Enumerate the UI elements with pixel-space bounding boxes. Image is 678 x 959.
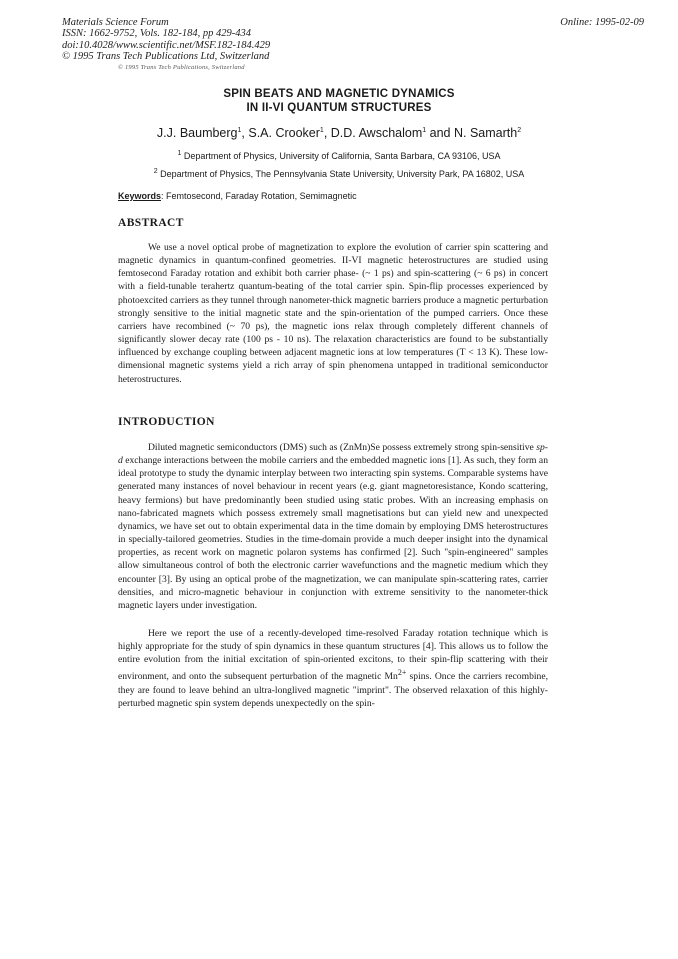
author-separator: , xyxy=(323,126,331,140)
online-date: Online: 1995-02-09 xyxy=(560,17,644,28)
author-affiliation-mark: 1 xyxy=(237,126,242,134)
introduction-paragraph-2-text xyxy=(118,627,548,710)
author-affiliation-mark: 1 xyxy=(422,126,427,134)
keywords-line xyxy=(118,191,357,201)
intro-p2-text-b: spins. Once the carriers recombine, they are found to leave behind an ultra-longlived magnetic "imprint". The observed relaxation of this highly-perturbed magnetic spin system depends unexpectedly on the spin- xyxy=(118,671,548,709)
author-name: S.A. Crooker xyxy=(248,126,320,140)
introduction-paragraph-1 xyxy=(118,441,548,612)
author-affiliation-mark: 2 xyxy=(517,126,522,134)
affiliation-2 xyxy=(0,169,678,179)
author-separator: and xyxy=(426,126,454,140)
author-name: J.J. Baumberg xyxy=(156,126,238,140)
introduction-heading: INTRODUCTION xyxy=(118,416,215,428)
author-list xyxy=(0,126,678,140)
abstract-body xyxy=(118,241,548,386)
intro-p1-text-b: exchange interactions between the mobile carriers and the embedded magnetic ions [1]. As such, they form an ideal prototype to study the dynamic interplay between two interacting spin systems. Comparable systems have generated many instances of novel behaviour in recent years (e.g. giant magnetoresistance, Kondo scattering, heavy fermions) but have predominantly been studied using static probes. With an increasing emphasis on nano-fabricated magnets which possess extremely small magnetisations but can yield new and unexpected dynamics, we have set out to obtain experimental data in the time domain by employing DMS heterostructures in specially-tailored geometries. Studies in the time-domain provide a much deeper insight into the dynamical properties, as recent work on magnetic polaron systems has confirmed [2]. Such "spin-engineered" samples allow simultaneous control of both the electronic carrier wavefunctions and the magnetic medium which they encounter [3]. By using an optical probe of the magnetization, we can manipulate spin-scattering rates, carrier densities, and micro-magnetic behaviour in conjunction with extreme sensitivity to the nanometer-thick magnetic layers under investigation. xyxy=(118,455,548,611)
affiliation-text: Department of Physics, University of California, Santa Barbara, CA 93106, USA xyxy=(183,151,501,161)
issn-line: ISSN: 1662-9752, Vols. 182-184, pp 429-434 xyxy=(62,28,251,40)
author-name: N. Samarth xyxy=(453,126,518,140)
affiliation-mark: 1 xyxy=(177,150,182,157)
affiliation-mark: 2 xyxy=(153,168,158,175)
affiliation-text: Department of Physics, The Pennsylvania State University, University Park, PA 16802, USA xyxy=(160,169,525,179)
paper-title xyxy=(0,87,678,115)
doi-line: doi:10.4028/www.scientific.net/MSF.182-184.429 xyxy=(62,39,271,51)
publication-metadata xyxy=(62,17,270,63)
title-line-1: SPIN BEATS AND MAGNETIC DYNAMICS xyxy=(223,88,455,100)
intro-p1-italic: sp-d xyxy=(118,442,548,467)
author-name: D.D. Awschalom xyxy=(330,126,423,140)
journal-name: Materials Science Forum xyxy=(62,17,169,28)
keywords-label: Keywords xyxy=(118,191,162,201)
abstract-paragraph: We use a novel optical probe of magnetization to explore the evolution of carrier spin scattering and magnetic dynamics in quantum-confined geometries. II-VI magnetic heterostructures are studied using femtosecond Faraday rotation and exhibit both carrier phase- (~ 1 ps) and spin-scattering (~ 6 ps) in concert with a field-tunable terahertz quantum-beating of the total carrier spin. Spin-flip processes experienced by photoexcited carriers as they tunnel through nanometer-thick magnetic barriers produce a magnetic perturbation strongly sensitive to the initial magnetic state and the spin-orientation of the pumped carriers. Once these carriers have recombined (~ 70 ps), the magnetic ions relax through completely different channels of significantly slower decay rate (100 ps - 10 ns). The relaxation characteristics are found to be substantially influenced by exchange coupling between adjacent magnetic ions at low temperatures (T < 13 K). These low-dimensional magnetic systems yield a rich array of spin phenomena untapped in traditional semiconductor heterostructures. xyxy=(118,242,548,385)
author-separator: , xyxy=(241,126,249,140)
intro-p2-text-a: Here we report the use of a recently-developed time-resolved Faraday rotation technique which is highly appropriate for the study of spin dynamics in these quantum structures [4]. This allows us to follow the entire evolution from the initial excitation of spin-oriented excitons, to their spin-flip scattering with their environment, and onto the subsequent perturbation of the magnetic Mn xyxy=(118,628,548,683)
faint-copyright-line: © 1995 Trans Tech Publications, Switzerland xyxy=(118,64,245,71)
intro-p1-text-a: Diluted magnetic semiconductors (DMS) such as (ZnMn)Se possess extremely strong spin-sensitive xyxy=(148,442,537,453)
affiliation-1 xyxy=(0,151,678,161)
abstract-heading: ABSTRACT xyxy=(118,217,184,229)
title-line-2: IN II-VI QUANTUM STRUCTURES xyxy=(246,102,432,114)
keywords-text: : Femtosecond, Faraday Rotation, Semimagnetic xyxy=(161,191,357,201)
copyright-line: © 1995 Trans Tech Publications Ltd, Switzerland xyxy=(62,51,270,63)
intro-p2-superscript: 2+ xyxy=(397,668,407,678)
author-affiliation-mark: 1 xyxy=(319,126,324,134)
introduction-paragraph-1-text xyxy=(118,441,548,612)
introduction-paragraph-2 xyxy=(118,627,548,710)
